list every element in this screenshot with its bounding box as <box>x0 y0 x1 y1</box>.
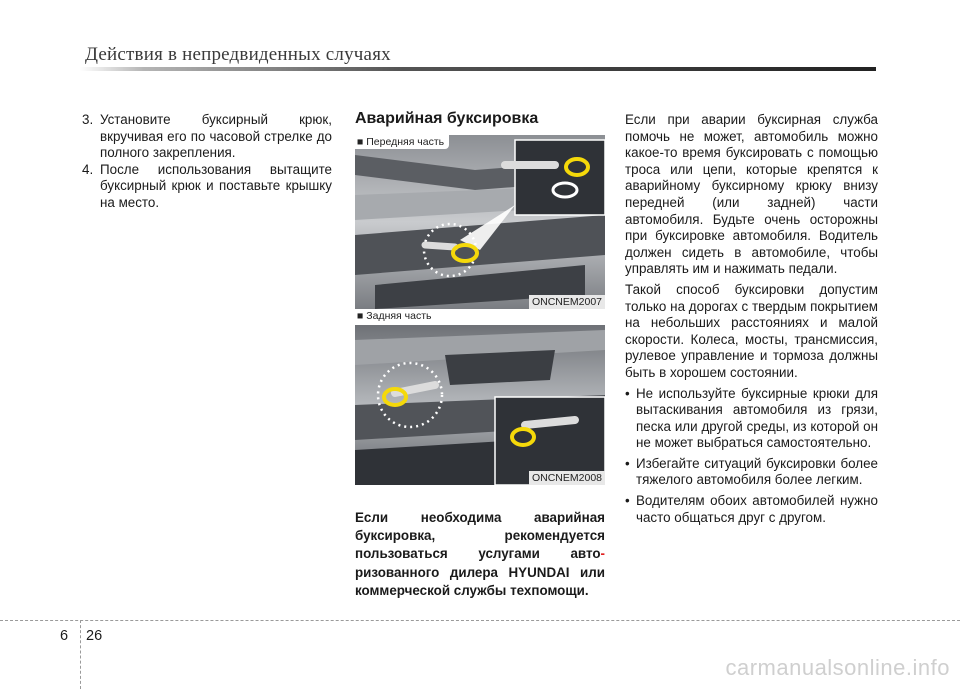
paragraph: Такой способ буксировки допустим только на дорогах с твердым покрытием на небольших расстояниях и малой скорости. Колеса, мосты, трансмиссия, рулевое управление и тормоза должны быть в хорошем состоянии. <box>625 281 878 380</box>
step-number: 4. <box>82 161 94 177</box>
step-item <box>82 112 332 162</box>
bullet-icon: • <box>625 385 630 401</box>
bullet-item <box>625 456 878 489</box>
bullet-icon: • <box>625 455 630 471</box>
figure-code: ONCNEM2008 <box>529 471 605 485</box>
step-text: После использования вытащите буксирный крюк и поставьте крышку на место. <box>100 161 332 210</box>
front-tow-hook-illustration <box>355 135 605 309</box>
paragraph: Если при аварии буксирная служба помочь не может, автомобиль можно какое-то время буксировать с помощью троса или цепи, которые крепятся к аварийному буксирному крюку внизу передней (или задней) части автомобиля. Будьте очень осторожны при буксировке автомобиля. Водитель должен сидеть в автомобиле, чтобы управлять им и нажимать педали. <box>625 112 878 277</box>
rear-tow-hook-illustration <box>355 325 605 485</box>
figure-label-rear: ■ Задняя часть <box>355 309 437 323</box>
section-title: Аварийная буксировка <box>355 110 539 127</box>
bullet-text: Водителям обоих автомобилей нужно часто общаться друг с другом. <box>636 493 878 525</box>
bullet-item <box>625 493 878 526</box>
figure-code: ONCNEM2007 <box>529 295 605 309</box>
step-number: 3. <box>82 112 94 127</box>
note-text-part1: Если необходима аварийная буксировка, рекомендуется пользоваться услугами авто <box>355 510 605 562</box>
bullet-item <box>625 386 878 452</box>
step-text: Установите буксирный крюк, вкручивая его по часовой стрелке до полного закрепления. <box>100 112 332 161</box>
front-bumper-drawing <box>355 135 605 309</box>
bullet-icon: • <box>625 493 630 509</box>
step-item <box>82 162 332 212</box>
page-number: 26 <box>86 628 103 644</box>
page-header-title: Действия в непредвиденных случаях <box>85 44 391 65</box>
header-rule <box>80 67 876 71</box>
rear-bumper-drawing <box>355 325 605 485</box>
footer-divider <box>0 620 960 621</box>
dealer-recommendation-note <box>355 509 605 600</box>
note-hyphen: - <box>600 546 605 562</box>
note-text-part2: ризованного дилера HYUNDAI или коммерческой службы техпомощи. <box>355 564 605 598</box>
watermark: carmanualsonline.info <box>725 655 950 680</box>
footer-vertical-divider <box>80 620 81 689</box>
towing-instructions-column <box>625 112 878 530</box>
figure-label-front: ■ Передняя часть <box>355 135 449 149</box>
steps-column <box>82 112 332 212</box>
bullet-text: Избегайте ситуаций буксировки более тяжелого автомобиля более легким. <box>636 455 878 488</box>
bullet-text: Не используйте буксирные крюки для вытаскивания автомобиля из грязи, песка или другой среды, из которой он не может выбраться самостоятельно. <box>636 385 878 451</box>
section-number: 6 <box>60 628 69 644</box>
